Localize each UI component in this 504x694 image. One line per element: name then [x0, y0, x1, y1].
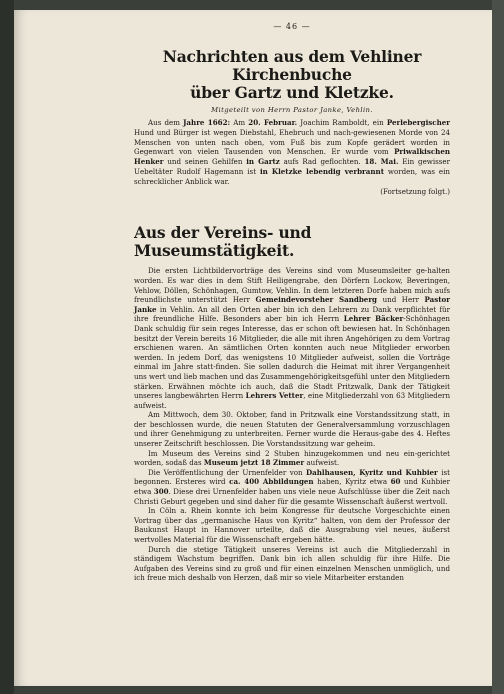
- article1-title: [134, 48, 450, 102]
- article2-title: Aus der Vereins- und Museumstätigkeit.: [134, 223, 312, 261]
- emphasized-text: Jahre 1662:: [183, 118, 231, 127]
- article2-paragraph-2: [134, 410, 450, 448]
- emphasized-text: 18. Mai.: [364, 157, 399, 167]
- text-run: Im Museum des Vereins sind 2 Stuben hinzugekommen und neu ein-gerichtet worden, sodaß das: [134, 448, 450, 468]
- article1-byline: Mitgeteilt von Herrn Pastor Janke, Vehlin.: [211, 106, 373, 114]
- book-spine: [0, 0, 14, 694]
- text-run: und seinen Gehilfen: [163, 157, 247, 167]
- text-run: aufweist.: [304, 458, 340, 468]
- text-run: aufs Rad geflochten.: [279, 157, 365, 167]
- text-run: Am Mittwoch, dem 30. Oktober, fand in Pritzwalk eine Vorstandssitzung statt, in der beschlossen wurde, die neuen Statuten der Generalversammlung vorzuschlagen und ihrer Genehmigung zu unterbreiten. Ferner wurde die Heraus-gabe des 4. Heftes unserer Zeitschrift beschlossen. Die Vorstandssitzung war geheim.: [134, 410, 450, 449]
- emphasized-text: in Kletzke lebendig verbrannt: [259, 166, 384, 176]
- text-run: und Herr: [377, 295, 425, 305]
- text-run: und Kuhbier etwa: [134, 477, 450, 497]
- emphasized-text: Perlebergischer: [386, 118, 451, 127]
- text-run: Die ersten Lichtbildervorträge des Vereins sind vom Museumsleiter ge-halten worden. Es war dies in dem Stift Heiligengrabe, den Dörfern Lockow, Beveringen, Vehlow, Döllen, Schönhagen, Gumtow, Vehlin. In dem letzteren Dorfe haben mich aufs freundlichste unterstützt Herr: [134, 266, 450, 305]
- text-run: Aus dem: [148, 118, 184, 127]
- text-run: . Diese drei Urnenfelder haben uns viele neue Aufschlüsse über die Zeit nach Christi Geburt gegeben und sind daher für die gesamte Wissenschaft äußerst wertvoll.: [134, 487, 450, 506]
- book-page: [14, 10, 492, 686]
- article1-paragraph: [134, 118, 450, 187]
- text-run: -Schönhagen Dank schuldig für sein reges Interesse, das er schon oft bewiesen hat. In Schönhagen besitzt der Verein bereits 16 Mitglieder, die alle mit ihren Angehörigen zu dem Vortrag erschienen waren. An sämtlichen Orten konnten auch neue Mitglieder erworben werden. In jedem Dorf, das wenigstens 10 Mitglieder aufweist, sollen die Vorträge einmal im Jahre statt-finden. Sie sollen dadurch die Heimat mit ihrer Vergangenheit uns wert und lieb machen und das Zusammengehörigkeitsgefühl unter den Mitgliedern stärken. Erwähnen möchte ich auch, daß die Stadt Pritzwalk, Dank der Tätigkeit unseres langbewährten Herrn: [134, 314, 450, 401]
- emphasized-text: 300: [153, 487, 169, 497]
- emphasized-text: Pastor Janke: [134, 295, 450, 314]
- article2-paragraph-1: [134, 266, 450, 410]
- emphasized-text: 20. Februar.: [248, 118, 298, 127]
- text-run: , eine Mitgliederzahl von 63 Mitgliedern aufweist.: [134, 391, 451, 410]
- article2-paragraph-6: [134, 545, 450, 583]
- page-number: — 46 —: [273, 22, 311, 31]
- emphasized-text: Dahlhausen, Kyritz und Kuhbier: [305, 467, 438, 477]
- emphasized-text: 60: [390, 477, 401, 487]
- page-edge: [492, 0, 504, 694]
- article2-paragraph-4: [134, 468, 450, 506]
- text-run: in Vehlin. An all den Orten aber bin ich den Lehrern zu Dank verpflichtet für ihre freundliche Hilfe. Besonders aber bin ich Herrn: [134, 304, 450, 324]
- emphasized-text: in Gartz: [246, 157, 280, 167]
- page-content: [134, 22, 450, 583]
- article2-paragraph-3: [134, 449, 450, 468]
- text-run: Hund und Bürger ist wegen Diebstahl, Ehebruch und nach-gewiesenen Morde von 24 Menschen von unten nach oben, vom Fuß bis zum Kopfe gerädert worden in Gegenwart von vielen Tausenden von Menschen. Er wurde vom: [134, 127, 450, 157]
- emphasized-text: Lehrers Vetter: [245, 391, 304, 401]
- text-run: In Cöln a. Rhein konnte ich beim Kongresse für deutsche Vorgeschichte einen Vortrag über das „germanische Haus von Kyritz“ halten, von dem der Professor der Baukunst Haupt in Hannover urteilte, daß die Ausgrabung viel neues, äußerst wertvolles Material für die Wissenschaft ergeben hätte.: [134, 506, 450, 544]
- text-run: Ein gewisser Uebeltäter Rudolf Hagemann ist: [134, 157, 450, 176]
- emphasized-text: Priwalkischen Henker: [134, 147, 450, 167]
- emphasized-text: Lehrer Bäcker: [343, 314, 404, 324]
- article1-title-line2: über Gartz und Kletzke.: [190, 83, 394, 102]
- emphasized-text: Gemeindevorsteher Sandberg: [255, 295, 378, 305]
- text-run: haben, Kyritz etwa: [313, 477, 391, 487]
- emphasized-text: Museum jetzt 18 Zimmer: [203, 458, 305, 468]
- article2-paragraph-5: [134, 506, 450, 544]
- article1-continuation: (Fortsetzung folgt.): [380, 186, 450, 196]
- text-run: ist begonnen. Ersteres wird: [134, 467, 450, 487]
- article1-title-line1: Nachrichten aus dem Vehliner Kirchenbuche: [162, 47, 422, 84]
- text-run: worden, was ein schrecklicher Anblick war.: [134, 166, 450, 186]
- text-run: Die Veröffentlichung der Urnenfelder von: [148, 467, 306, 477]
- text-run: Durch die stetige Tätigkeit unseres Vereins ist auch die Mitgliederzahl in ständigem Wachstum begriffen. Dank bin ich allen schuldig für ihre Hilfe. Die Aufgaben des Vereins sind zu groß und für einen einzelnen Menschen unmöglich, und ich freue mich deshalb von Herzen, daß mir so viele Mitarbeiter erstanden: [134, 544, 450, 583]
- article2-body: [134, 266, 450, 583]
- emphasized-text: ca. 400 Abbildungen: [229, 477, 314, 487]
- text-run: Am: [230, 118, 249, 127]
- text-run: Joachim Ramboldt, ein: [297, 118, 387, 127]
